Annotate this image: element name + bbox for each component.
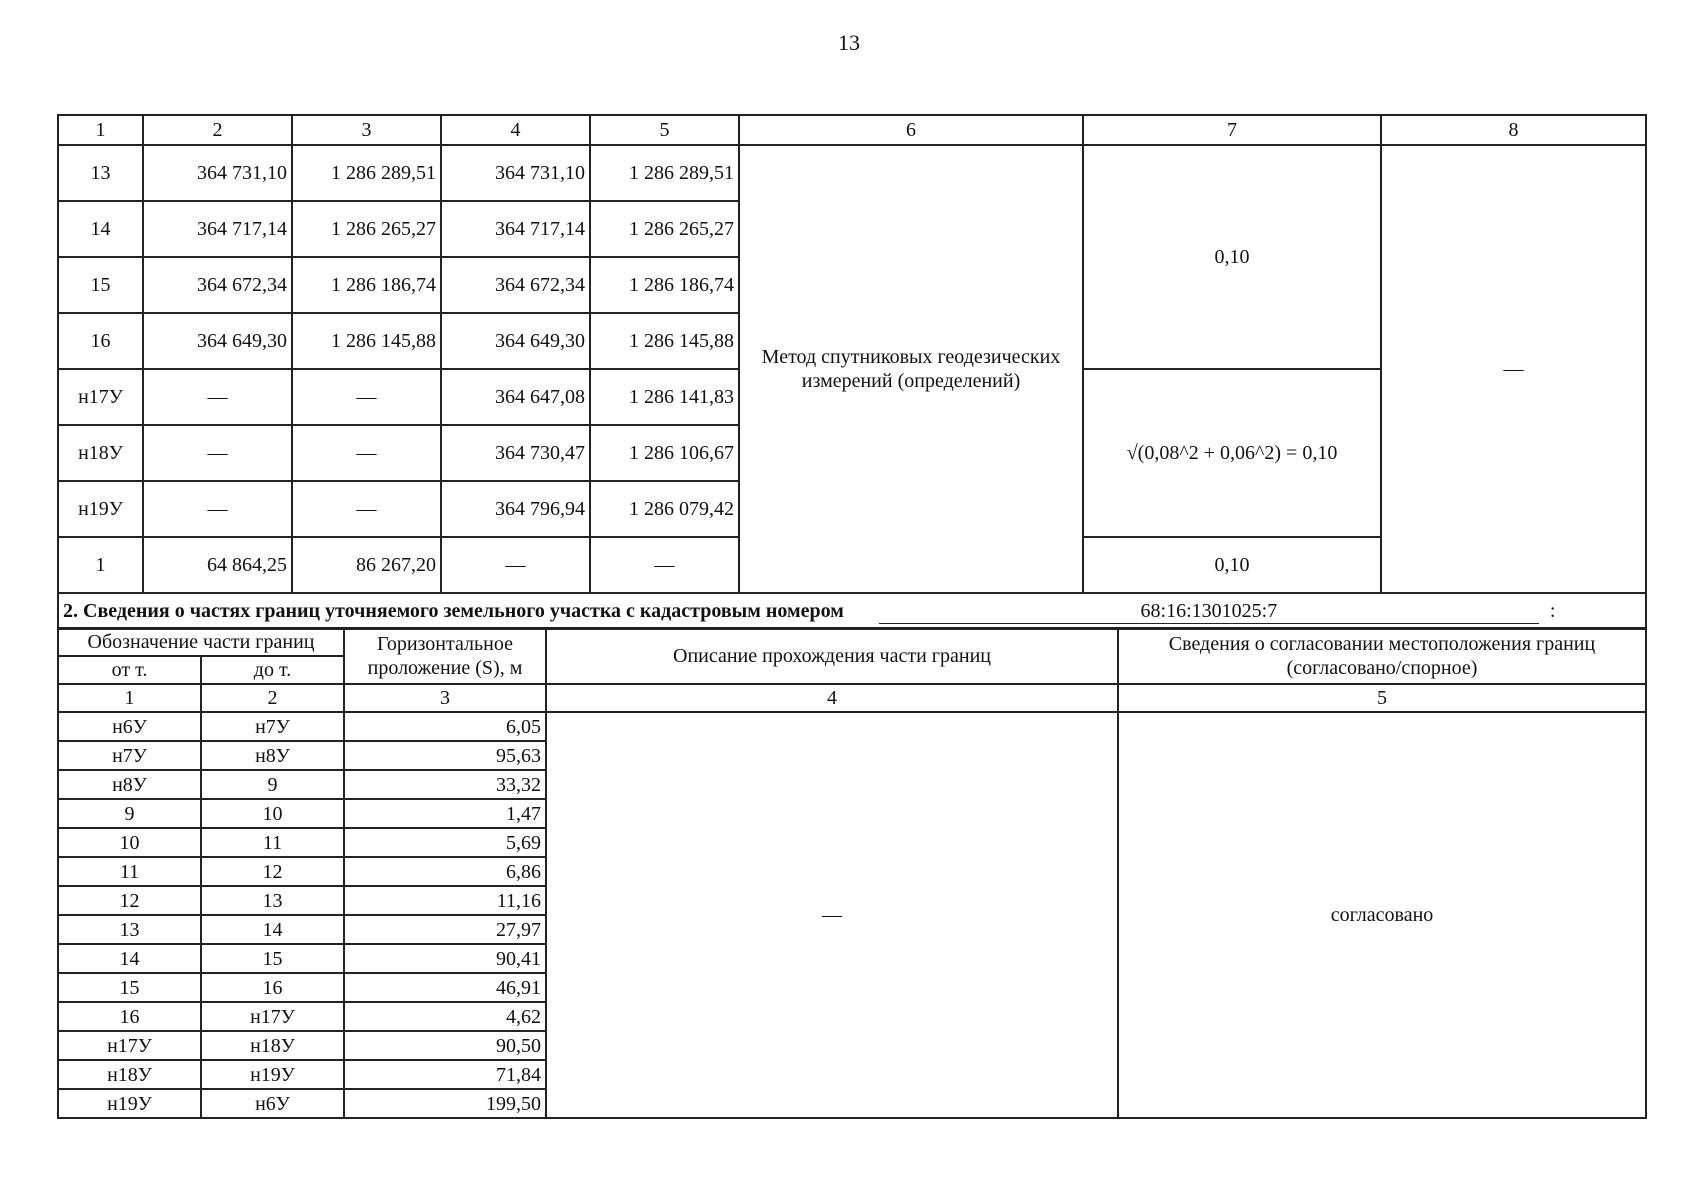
to-point: н19У	[201, 1060, 344, 1089]
length-value: 27,97	[344, 915, 546, 944]
from-point: н6У	[58, 712, 201, 741]
to-point: н7У	[201, 712, 344, 741]
cell-value: 1 286 141,83	[590, 369, 739, 425]
to-point: 14	[201, 915, 344, 944]
point-id: н19У	[58, 481, 143, 537]
cell-value: 1 286 145,88	[292, 313, 441, 369]
table-row	[58, 712, 1646, 741]
cell-value: 64 864,25	[143, 537, 292, 593]
cell-value: 1 286 289,51	[292, 145, 441, 201]
cell-value: 364 649,30	[143, 313, 292, 369]
column-number-row	[58, 684, 1646, 712]
length-value: 11,16	[344, 886, 546, 915]
cell-value: 364 731,10	[441, 145, 590, 201]
col-number: 2	[143, 115, 292, 145]
cell-value: —	[292, 425, 441, 481]
point-id: н18У	[58, 425, 143, 481]
from-point: 15	[58, 973, 201, 1002]
cell-value: 1 286 106,67	[590, 425, 739, 481]
to-point: 9	[201, 770, 344, 799]
cell-value: —	[292, 369, 441, 425]
cell-value: 364 717,14	[143, 201, 292, 257]
to-point: 11	[201, 828, 344, 857]
section-title-cell	[58, 593, 1646, 629]
from-point: 13	[58, 915, 201, 944]
cell-value: 1 286 265,27	[590, 201, 739, 257]
section-title-row	[58, 593, 1646, 629]
method-cell: Метод спутниковых геодезических измерений (определений)	[739, 145, 1083, 593]
from-point: 12	[58, 886, 201, 915]
accuracy-formula: √(0,08^2 + 0,06^2) = 0,10	[1083, 369, 1381, 537]
to-point: н17У	[201, 1002, 344, 1031]
to-point: 13	[201, 886, 344, 915]
to-point: 10	[201, 799, 344, 828]
from-point: н19У	[58, 1089, 201, 1118]
cell-value: 1 286 289,51	[590, 145, 739, 201]
cell-value: 364 647,08	[441, 369, 590, 425]
length-value: 5,69	[344, 828, 546, 857]
col8-value: —	[1381, 145, 1646, 593]
agreement-value: согласовано	[1118, 712, 1646, 1118]
length-value: 71,84	[344, 1060, 546, 1089]
col-number: 1	[58, 684, 201, 712]
from-point: н17У	[58, 1031, 201, 1060]
header-description: Описание прохождения части границ	[546, 628, 1118, 684]
header-length: Горизонтальное проложение (S), м	[344, 628, 546, 684]
point-id: 1	[58, 537, 143, 593]
point-id: 16	[58, 313, 143, 369]
from-point: н8У	[58, 770, 201, 799]
length-value: 95,63	[344, 741, 546, 770]
from-point: 16	[58, 1002, 201, 1031]
cell-value: 86 267,20	[292, 537, 441, 593]
col-number: 5	[590, 115, 739, 145]
accuracy-top: 0,10	[1083, 145, 1381, 369]
cell-value: 364 730,47	[441, 425, 590, 481]
from-point: н7У	[58, 741, 201, 770]
col-number: 1	[58, 115, 143, 145]
table-row	[58, 145, 1646, 201]
header-to: до т.	[201, 656, 344, 684]
header-from: от т.	[58, 656, 201, 684]
from-point: 11	[58, 857, 201, 886]
cell-value: 364 672,34	[441, 257, 590, 313]
from-point: н18У	[58, 1060, 201, 1089]
from-point: 14	[58, 944, 201, 973]
cell-value: 1 286 186,74	[292, 257, 441, 313]
cell-value: 1 286 265,27	[292, 201, 441, 257]
to-point: 15	[201, 944, 344, 973]
point-id: н17У	[58, 369, 143, 425]
cell-value: 364 649,30	[441, 313, 590, 369]
header-designation: Обозначение части границ	[58, 628, 344, 656]
length-value: 90,50	[344, 1031, 546, 1060]
trailing-colon: :	[1549, 599, 1556, 622]
to-point: 12	[201, 857, 344, 886]
length-value: 1,47	[344, 799, 546, 828]
cell-value: 1 286 145,88	[590, 313, 739, 369]
cell-value: —	[441, 537, 590, 593]
to-point: н6У	[201, 1089, 344, 1118]
section-title: 2. Сведения о частях границ уточняемого земельного участка с кадастровым номером	[63, 599, 844, 622]
cell-value: —	[590, 537, 739, 593]
point-id: 13	[58, 145, 143, 201]
cell-value: 364 717,14	[441, 201, 590, 257]
to-point: н18У	[201, 1031, 344, 1060]
page-number: 13	[838, 30, 860, 55]
from-point: 10	[58, 828, 201, 857]
boundary-parts-table	[57, 627, 1647, 1119]
cell-value: 1 286 079,42	[590, 481, 739, 537]
length-value: 4,62	[344, 1002, 546, 1031]
to-point: н8У	[201, 741, 344, 770]
point-id: 14	[58, 201, 143, 257]
point-id: 15	[58, 257, 143, 313]
col-number: 4	[441, 115, 590, 145]
col-number: 4	[546, 684, 1118, 712]
header-agreement: Сведения о согласовании местоположения границ (согласовано/спорное)	[1118, 628, 1646, 684]
cell-value: 1 286 186,74	[590, 257, 739, 313]
cell-value: —	[143, 425, 292, 481]
length-value: 33,32	[344, 770, 546, 799]
header-row	[58, 628, 1646, 656]
col-number: 8	[1381, 115, 1646, 145]
cadastral-number: 68:16:1301025:7	[879, 599, 1539, 624]
cell-value: —	[143, 481, 292, 537]
cell-value: 364 796,94	[441, 481, 590, 537]
column-number-row	[58, 115, 1646, 145]
cell-value: 364 672,34	[143, 257, 292, 313]
coordinates-table	[57, 114, 1647, 630]
col-number: 3	[344, 684, 546, 712]
from-point: 9	[58, 799, 201, 828]
col-number: 5	[1118, 684, 1646, 712]
cell-value: 364 731,10	[143, 145, 292, 201]
col-number: 7	[1083, 115, 1381, 145]
length-value: 46,91	[344, 973, 546, 1002]
col-number: 6	[739, 115, 1083, 145]
length-value: 199,50	[344, 1089, 546, 1118]
accuracy-bottom: 0,10	[1083, 537, 1381, 593]
to-point: 16	[201, 973, 344, 1002]
col-number: 2	[201, 684, 344, 712]
col-number: 3	[292, 115, 441, 145]
length-value: 6,86	[344, 857, 546, 886]
length-value: 6,05	[344, 712, 546, 741]
cell-value: —	[292, 481, 441, 537]
length-value: 90,41	[344, 944, 546, 973]
cell-value: —	[143, 369, 292, 425]
description-value: —	[546, 712, 1118, 1118]
